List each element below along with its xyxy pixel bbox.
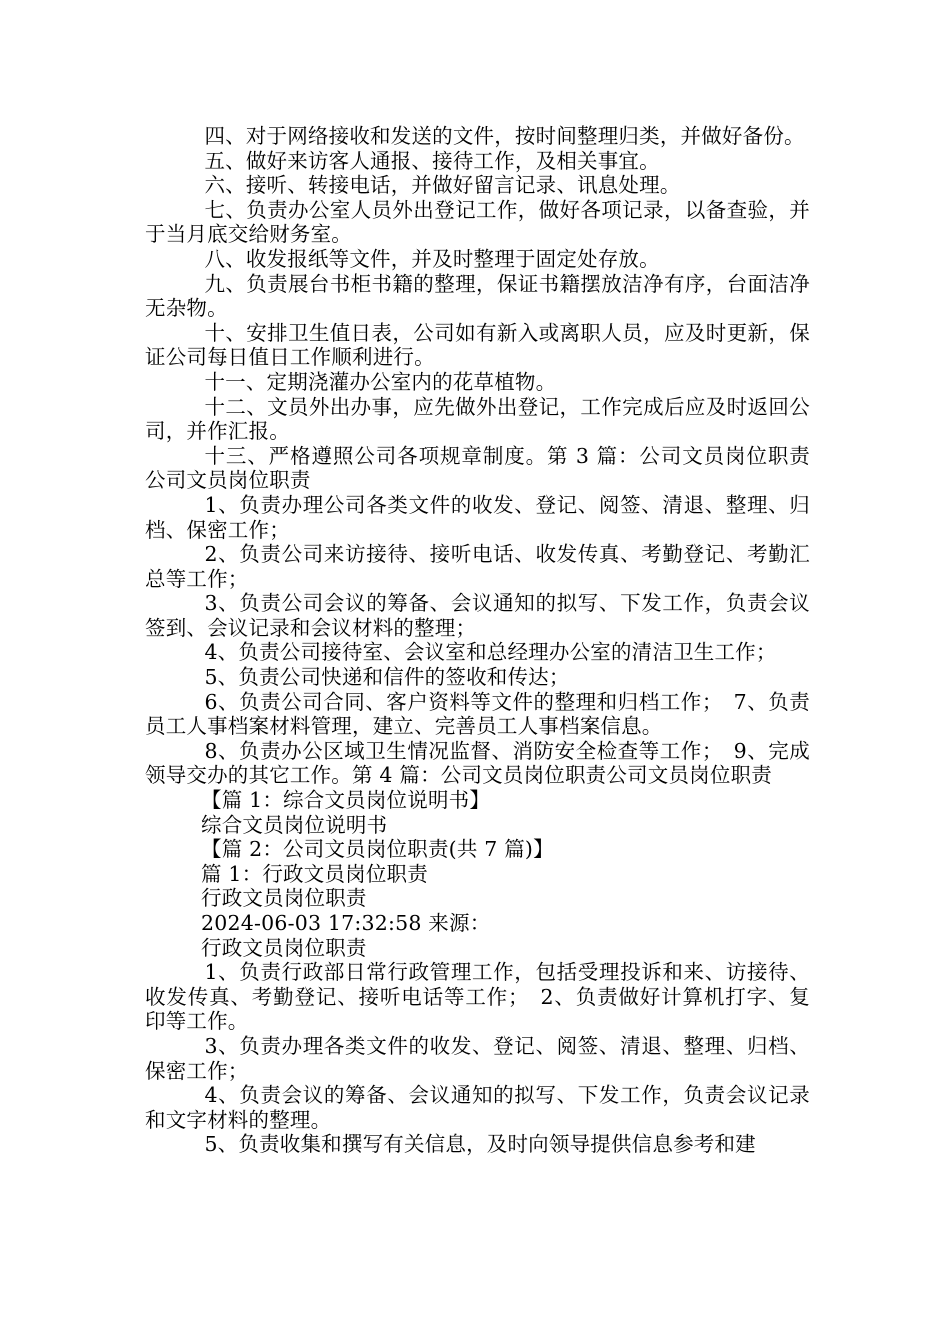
section-heading: 篇 1：行政文员岗位职责 (201, 861, 428, 886)
body-paragraph: 1、负责行政部日常行政管理工作，包括受理投诉和来、访接待、收发传真、考勤登记、接听电话等工作； 2、负责做好计算机打字、复印等工作。 (145, 960, 810, 1034)
body-paragraph: 6、负责公司合同、客户资料等文件的整理和归档工作； 7、负责员工人事档案材料管理，建立、完善员工人事档案信息。 (145, 689, 810, 739)
body-paragraph: 十一、定期浇灌办公室内的花草植物。 (204, 369, 557, 394)
body-paragraph: 十、安排卫生值日表，公司如有新入或离职人员，应及时更新，保证公司每日值日工作顺利进行。 (145, 320, 810, 370)
body-paragraph: 3、负责办理各类文件的收发、登记、阅签、清退、整理、归档、保密工作； (145, 1033, 810, 1083)
body-paragraph: 8、负责办公区域卫生情况监督、消防安全检查等工作； 9、完成领导交办的其它工作。第 4 篇：公司文员岗位职责公司文员岗位职责 (145, 738, 810, 788)
body-paragraph: 五、做好来访客人通报、接待工作，及相关事宜。 (204, 148, 660, 173)
section-heading: 【篇 1：综合文员岗位说明书】 (201, 788, 491, 813)
body-paragraph: 2、负责公司来访接待、接听电话、收发传真、考勤登记、考勤汇总等工作； (145, 542, 810, 591)
body-paragraph: 七、负责办公室人员外出登记工作，做好各项记录，以备查验，并于当月底交给财务室。 (145, 197, 810, 247)
section-heading: 【篇 2：公司文员岗位职责(共 7 篇)】 (201, 837, 554, 862)
body-paragraph: 十三、严格遵照公司各项规章制度。第 3 篇：公司文员岗位职责公司文员岗位职责 (145, 443, 810, 493)
body-paragraph: 九、负责展台书柜书籍的整理，保证书籍摆放洁净有序，台面洁净无杂物。 (145, 271, 810, 321)
body-paragraph: 3、负责公司会议的筹备、会议通知的拟写、下发工作，负责会议签到、会议记录和会议材料的整理； (145, 591, 810, 640)
body-paragraph: 六、接听、转接电话，并做好留言记录、讯息处理。 (204, 173, 681, 198)
body-paragraph: 八、收发报纸等文件，并及时整理于固定处存放。 (204, 246, 660, 271)
body-paragraph: 4、负责会议的筹备、会议通知的拟写、下发工作，负责会议记录和文字材料的整理。 (145, 1083, 810, 1132)
section-heading: 综合文员岗位说明书 (201, 812, 388, 837)
section-heading: 行政文员岗位职责 (201, 886, 367, 911)
document-page (145, 124, 810, 1157)
section-heading: 2024-06-03 17:32:58 来源： (201, 911, 491, 935)
body-paragraph: 十二、文员外出办事，应先做外出登记，工作完成后应及时返回公司，并作汇报。 (145, 394, 810, 444)
body-paragraph: 5、负责收集和撰写有关信息，及时向领导提供信息参考和建 (204, 1132, 756, 1157)
body-paragraph: 5、负责公司快递和信件的签收和传达； (204, 665, 570, 690)
section-heading: 行政文员岗位职责 (201, 935, 367, 960)
body-paragraph: 1、负责办理公司各类文件的收发、登记、阅签、清退、整理、归档、保密工作； (145, 492, 810, 542)
body-paragraph: 4、负责公司接待室、会议室和总经理办公室的清洁卫生工作； (204, 640, 777, 665)
body-paragraph: 四、对于网络接收和发送的文件，按时间整理归类，并做好备份。 (204, 124, 805, 148)
